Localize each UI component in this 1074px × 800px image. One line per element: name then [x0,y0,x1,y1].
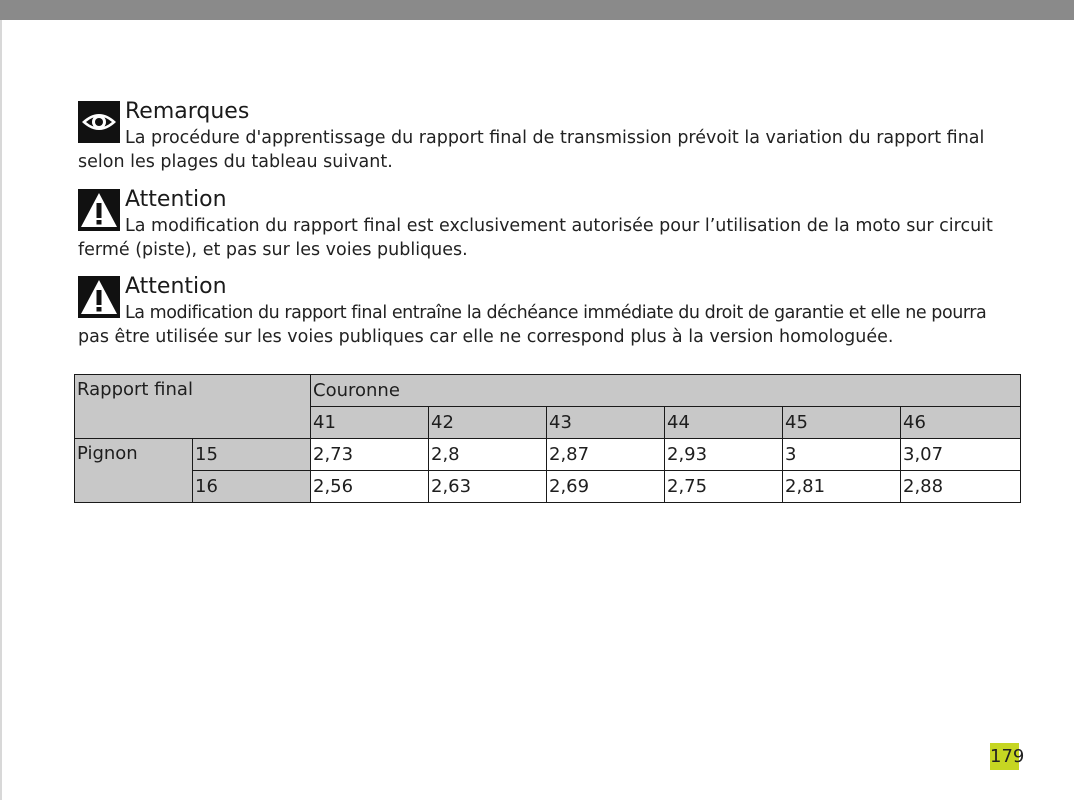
note-text-line: La procédure d'apprentissage du rapport final de transmission prévoit la variation du rapport final [125,128,985,148]
pinion-value: 15 [193,439,311,471]
page-number: 179 [990,743,1019,770]
top-bar [0,0,1074,20]
pinion-value: 16 [193,471,311,503]
pinion-header: Pignon [75,439,193,503]
note-attention-2 [78,274,1023,347]
ratio-cell: 2,56 [311,471,429,503]
final-ratio-table [74,374,1021,503]
crown-value: 41 [311,407,429,439]
note-text-line: pas être utilisée sur les voies publiques car elle ne correspond plus à la version homologuée. [78,327,894,347]
ratio-cell: 2,63 [429,471,547,503]
note-text-line: La modification du rapport final entraîne la déchéance immédiate du droit de garantie et elle ne pourra [125,303,987,323]
ratio-cell: 2,75 [665,471,783,503]
crown-header: Couronne [311,375,1021,407]
table-row [75,471,1021,503]
ratio-cell: 2,88 [901,471,1021,503]
note-remarques [78,99,1023,172]
note-title: Attention [125,187,227,212]
note-title: Remarques [125,99,250,124]
corner-header: Rapport final [75,375,311,439]
note-text-line: fermé (piste), et pas sur les voies publiques. [78,240,468,260]
table-row [75,439,1021,471]
ratio-cell: 2,93 [665,439,783,471]
warning-icon [78,276,120,318]
ratio-cell: 2,73 [311,439,429,471]
crown-value: 46 [901,407,1021,439]
ratio-cell: 3,07 [901,439,1021,471]
crown-value: 43 [547,407,665,439]
eye-icon [78,101,120,143]
ratio-cell: 2,87 [547,439,665,471]
crown-value: 45 [783,407,901,439]
crown-value: 42 [429,407,547,439]
ratio-cell: 2,69 [547,471,665,503]
ratio-cell: 2,81 [783,471,901,503]
ratio-cell: 2,8 [429,439,547,471]
note-text-line: La modification du rapport final est exclusivement autorisée pour l’utilisation de la moto sur circuit [125,216,993,236]
crown-value: 44 [665,407,783,439]
table-header-row [75,375,1021,407]
note-title: Attention [125,274,227,299]
ratio-cell: 3 [783,439,901,471]
warning-icon [78,189,120,231]
note-attention-1 [78,187,1023,260]
note-text-line: selon les plages du tableau suivant. [78,152,393,172]
page-edge [0,20,2,800]
